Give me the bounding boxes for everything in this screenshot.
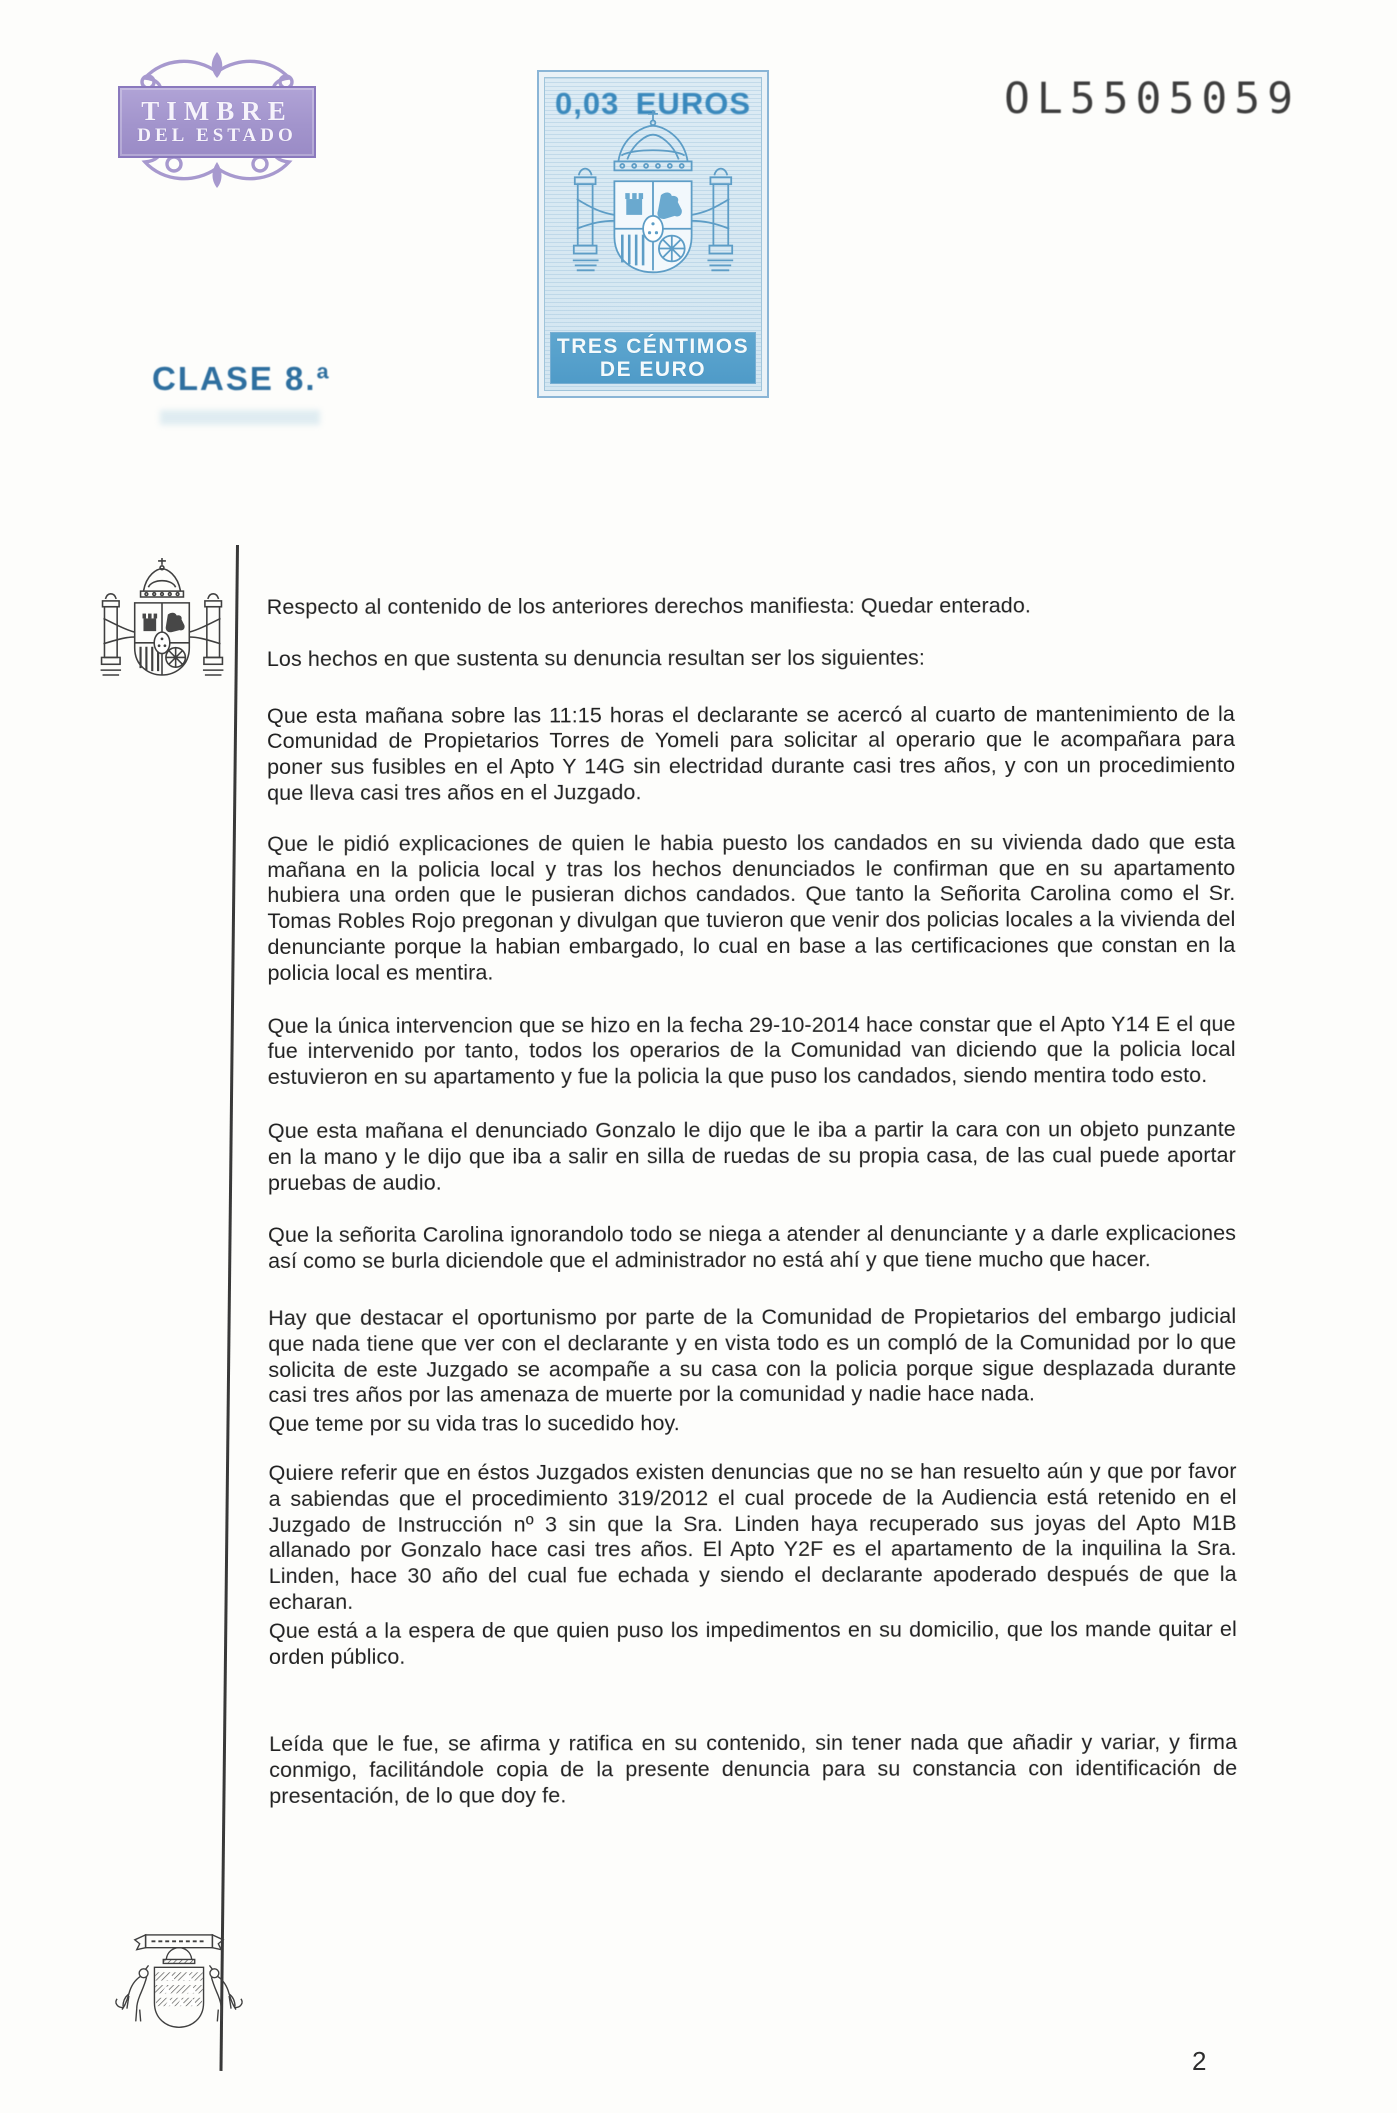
- page-number: 2: [1192, 2046, 1207, 2076]
- tax-stamp: [537, 70, 769, 398]
- margin-rule: [219, 545, 239, 2071]
- stamp-denomination-band: [550, 332, 756, 384]
- stamp-denomination-line2: DE EURO: [599, 358, 707, 381]
- seal-text-line2: DEL ESTADO: [137, 125, 297, 146]
- canary-islands-coat-of-arms-icon: [100, 1930, 258, 2043]
- body-paragraph: Que esta mañana sobre las 11:15 horas el declarante se acercó al cuarto de mantenimiento de la Comunidad de Propietarios Torres de Yomeli para solicitar al operario que le acompañara para poner sus fusibles en el Apto Y 14G sin electridad durante casi tres años, y con un procedimiento que lleva casi tres años en el Juzgado.: [266, 701, 1236, 805]
- serial-number: OL5505059: [1004, 74, 1300, 124]
- body-paragraph: Leída que le fue, se afirma y ratifica en su contenido, sin tener nada que añadir y variar, y firma conmigo, facilitándole copia de la presente denuncia para su constancia con identificación de presentación, de lo que doy fe.: [269, 1730, 1238, 1808]
- spain-coat-of-arms-stamp-icon: [549, 104, 757, 302]
- body-paragraph: Que la señorita Carolina ignorandolo todo se niega a atender al denunciante y a darle explicaciones así como se burla diciendole que el administrador no está ahí y que tiene mucho que hacer.: [268, 1221, 1237, 1274]
- body-paragraph: Que está a la espera de que quien puso los impedimentos en su domicilio, que los mande quitar el orden público.: [268, 1616, 1237, 1669]
- seal-banner: [118, 86, 316, 158]
- stamp-value: 0,03: [555, 86, 620, 121]
- body-paragraph: Quiere referir que en éstos Juzgados existen denuncias que no se han resuelto aún y que por favor a sabiendas que el procedimiento 319/2012 el cual procede de la Audiencia está retenido en el Juzgado de Instrucción nº 3 sin que la Sra. Linden haya recuperado sus joyas del Apto M1B allanado por Gonzalo hace casi tres años. El Apto Y2F es el apartamento de la inquilina la Sra. Linden, hace 30 año del cual fue echada y siendo el declarante apoderado después de que la echaran.: [268, 1458, 1237, 1614]
- body-paragraph: Que la única intervencion que se hizo en la fecha 29-10-2014 hace constar que el Apto Y14 E el que fue intervenido por tanto, todos los operarios de la Comunidad van diciendo que la policia local estuvieron en su apartamento y fue la policia la que puso los candados, siendo mentira todo esto.: [267, 1011, 1236, 1090]
- faint-print: [160, 410, 320, 425]
- body-paragraph: Que teme por su vida tras lo sucedido hoy.: [268, 1411, 680, 1437]
- body-paragraph: Hay que destacar el oportunismo por parte de la Comunidad de Propietarios del embargo judicial que nada tiene que ver con el declarante y en vista todo es un compló de la Comunidad por lo que solicita de este Juzgado se acompañe a su casa con la policia porque sigue desplazada durante casi tres años por las amenaza de muerte por la comunidad y nadie hace nada.: [268, 1303, 1237, 1408]
- stamp-denomination-line1: TRES CÉNTIMOS: [556, 335, 750, 358]
- timbre-del-estado-seal: [108, 36, 326, 204]
- clase-label: CLASE 8.ª: [152, 360, 331, 397]
- body-paragraph: Que le pidió explicaciones de quien le habia puesto los candados en su vivienda dado que esta mañana en la policia local y tras los hechos denunciados le confirman que en su apartamento hubiera una orden que le pusieran dichos candados. Que tanto la Señorita Carolina como el Sr. Tomas Robles Rojo pregonan y divulgan que tuvieron que venir dos policias locales a la vivienda del denunciante porque la habian embargado, lo cual en base a las certificaciones que constan en la policia local es mentira.: [267, 829, 1236, 985]
- body-paragraph: Respecto al contenido de los anteriores derechos manifiesta: Quedar enterado.: [266, 593, 1032, 620]
- stamp-currency-label: EUROS: [635, 86, 751, 121]
- body-paragraph: Que esta mañana el denunciado Gonzalo le dijo que le iba a partir la cara con un objeto punzante en la mano y le dijo que iba a salir en silla de ruedas de su propia casa, de las cual puede aportar pruebas de audio.: [267, 1116, 1236, 1195]
- tax-stamp-frame: [544, 77, 762, 391]
- body-paragraph: Los hechos en que sustenta su denuncia resultan ser los siguientes:: [266, 645, 925, 671]
- spain-coat-of-arms-icon: [84, 548, 240, 724]
- document-body: [267, 593, 1238, 1810]
- seal-text-line1: TIMBRE: [141, 96, 293, 126]
